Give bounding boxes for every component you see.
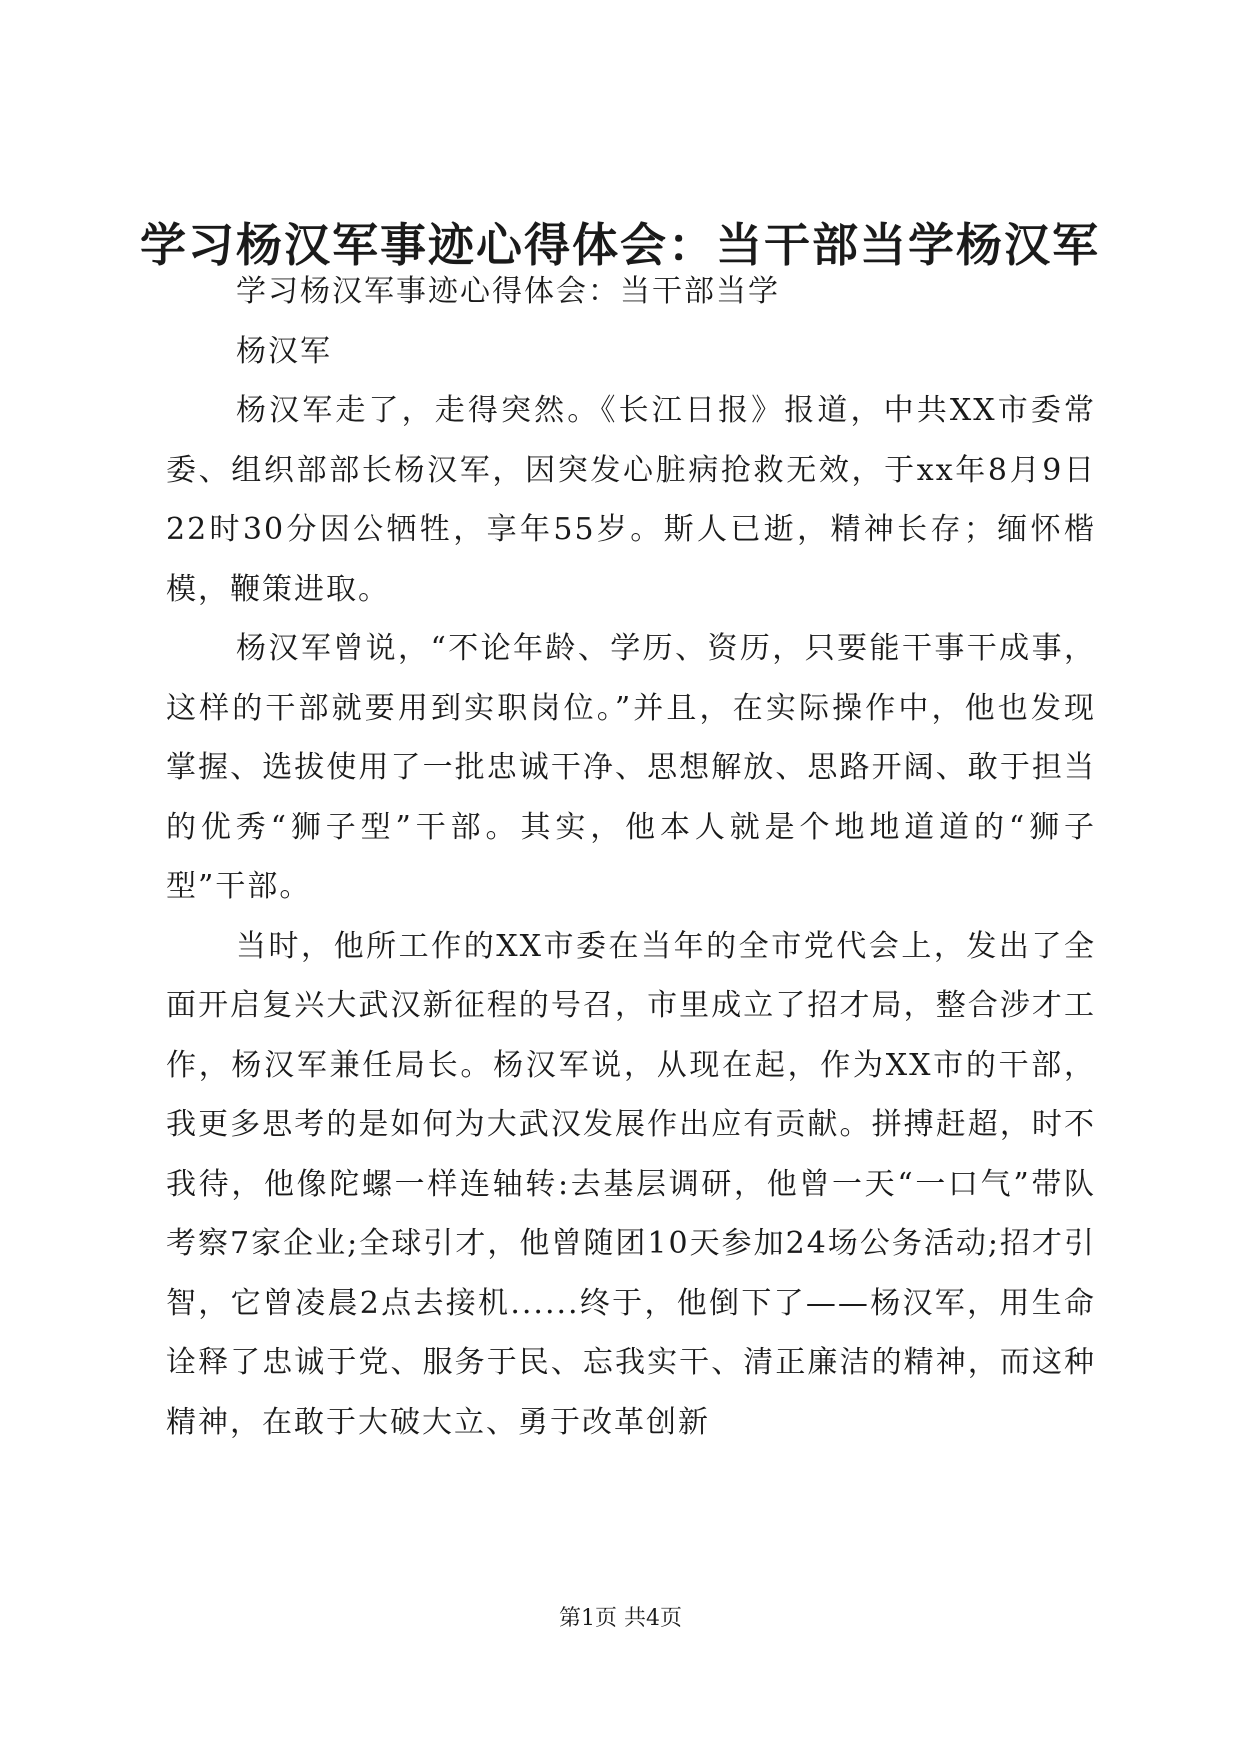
document-body [166, 262, 1096, 1452]
subtitle-line-2: 杨汉军 [236, 333, 332, 369]
paragraph-2: 杨汉军曾说，“不论年龄、学历、资历，只要能干事干成事，这样的干部就要用到实职岗位。”并且，在实际操作中，他也发现掌握、选拔使用了一批忠诚干净、思想解放、思路开阔、敢于担当的优秀“狮子型”干部。其实，他本人就是个地地道道的“狮子型”干部。 [166, 631, 1096, 904]
subtitle-line-1: 学习杨汉军事迹心得体会：当干部当学 [236, 274, 780, 309]
document-title: 学习杨汉军事迹心得体会：当干部当学杨汉军 [140, 218, 1100, 272]
paragraph-3: 当时，他所工作的XX市委在当年的全市党代会上，发出了全面开启复兴大武汉新征程的号召，市里成立了招才局，整合涉才工作，杨汉军兼任局长。杨汉军说，从现在起，作为XX市的干部，我更多思考的是如何为大武汉发展作出应有贡献。拼搏赶超，时不我待，他像陀螺一样连轴转:去基层调研，他曾一天“一口气”带队考察7家企业;全球引才，他曾随团10天参加24场公务活动;招才引智，它曾凌晨2点去接机......终于，他倒下了——杨汉军，用生命诠释了忠诚于党、服务于民、忘我实干、清正廉洁的精神，而这种精神，在敢于大破大立、勇于改革创新 [166, 928, 1096, 1440]
paragraph-1: 杨汉军走了，走得突然。《长江日报》报道，中共XX市委常委、组织部部长杨汉军，因突发心脏病抢救无效，于xx年8月9日22时30分因公牺牲，享年55岁。斯人已逝，精神长存；缅怀楷模，鞭策进取。 [166, 393, 1096, 607]
page-number-label: 第1页 共4页 [559, 1606, 682, 1631]
page-footer [0, 1604, 1241, 1634]
